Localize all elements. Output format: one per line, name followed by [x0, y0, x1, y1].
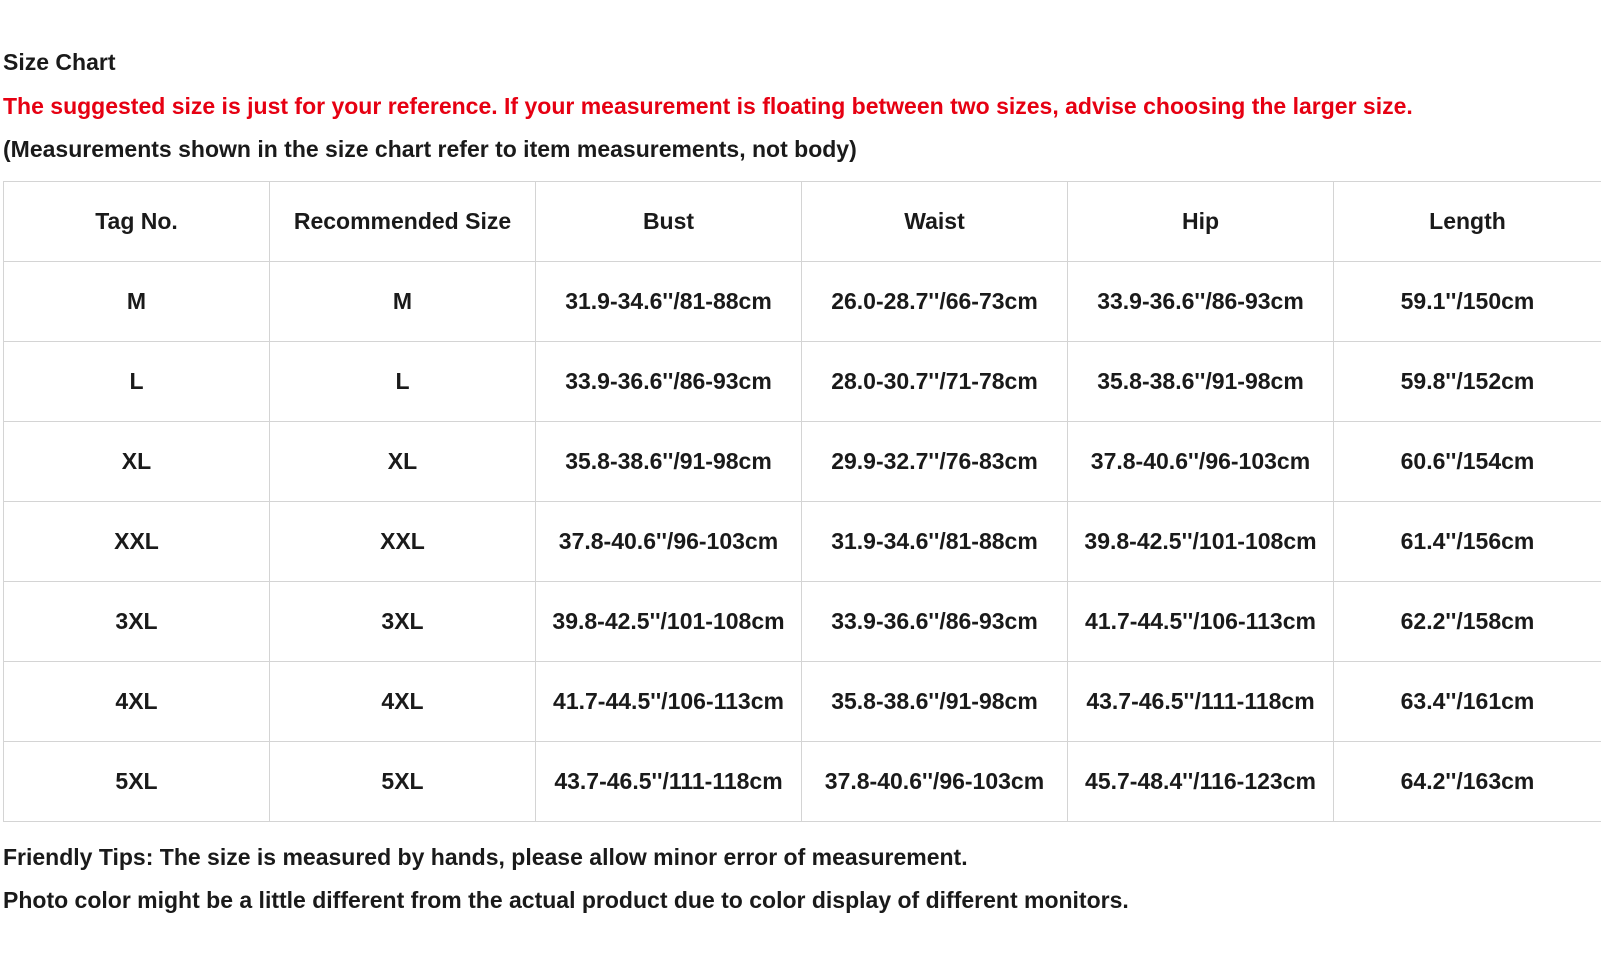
- table-row: [4, 262, 1601, 342]
- cell-bust: 31.9-34.6''/81-88cm: [536, 262, 802, 342]
- cell-length: 60.6''/154cm: [1334, 422, 1601, 502]
- header-bust: Bust: [536, 182, 802, 262]
- cell-waist: 26.0-28.7''/66-73cm: [802, 262, 1068, 342]
- cell-hip: 45.7-48.4''/116-123cm: [1068, 742, 1334, 822]
- measurement-note: (Measurements shown in the size chart refer to item measurements, not body): [3, 136, 857, 162]
- cell-tag-no: L: [4, 342, 270, 422]
- cell-recommended-size: XXL: [270, 502, 536, 582]
- cell-hip: 37.8-40.6''/96-103cm: [1068, 422, 1334, 502]
- cell-waist: 33.9-36.6''/86-93cm: [802, 582, 1068, 662]
- table-row: [4, 502, 1601, 582]
- header-recommended-size: Recommended Size: [270, 182, 536, 262]
- cell-waist: 31.9-34.6''/81-88cm: [802, 502, 1068, 582]
- cell-recommended-size: XL: [270, 422, 536, 502]
- cell-tag-no: 4XL: [4, 662, 270, 742]
- page-title: Size Chart: [3, 49, 116, 75]
- size-chart-table: [3, 181, 1601, 822]
- cell-recommended-size: L: [270, 342, 536, 422]
- cell-waist: 28.0-30.7''/71-78cm: [802, 342, 1068, 422]
- cell-waist: 37.8-40.6''/96-103cm: [802, 742, 1068, 822]
- header-tag-no: Tag No.: [4, 182, 270, 262]
- header-length: Length: [1334, 182, 1601, 262]
- cell-length: 64.2''/163cm: [1334, 742, 1601, 822]
- cell-hip: 39.8-42.5''/101-108cm: [1068, 502, 1334, 582]
- cell-length: 61.4''/156cm: [1334, 502, 1601, 582]
- cell-tag-no: M: [4, 262, 270, 342]
- header-waist: Waist: [802, 182, 1068, 262]
- cell-hip: 41.7-44.5''/106-113cm: [1068, 582, 1334, 662]
- cell-length: 59.1''/150cm: [1334, 262, 1601, 342]
- header-hip: Hip: [1068, 182, 1334, 262]
- table-row: [4, 582, 1601, 662]
- cell-tag-no: XXL: [4, 502, 270, 582]
- cell-recommended-size: M: [270, 262, 536, 342]
- cell-hip: 43.7-46.5''/111-118cm: [1068, 662, 1334, 742]
- cell-length: 63.4''/161cm: [1334, 662, 1601, 742]
- cell-recommended-size: 3XL: [270, 582, 536, 662]
- cell-hip: 33.9-36.6''/86-93cm: [1068, 262, 1334, 342]
- table-row: [4, 742, 1601, 822]
- cell-bust: 41.7-44.5''/106-113cm: [536, 662, 802, 742]
- cell-tag-no: 5XL: [4, 742, 270, 822]
- cell-tag-no: 3XL: [4, 582, 270, 662]
- table-row: [4, 662, 1601, 742]
- cell-bust: 43.7-46.5''/111-118cm: [536, 742, 802, 822]
- friendly-tips: Friendly Tips: The size is measured by hands, please allow minor error of measurement.: [3, 844, 968, 870]
- cell-recommended-size: 5XL: [270, 742, 536, 822]
- cell-tag-no: XL: [4, 422, 270, 502]
- cell-bust: 33.9-36.6''/86-93cm: [536, 342, 802, 422]
- cell-hip: 35.8-38.6''/91-98cm: [1068, 342, 1334, 422]
- cell-bust: 39.8-42.5''/101-108cm: [536, 582, 802, 662]
- cell-waist: 35.8-38.6''/91-98cm: [802, 662, 1068, 742]
- table-row: [4, 422, 1601, 502]
- table-header-row: [4, 182, 1601, 262]
- cell-length: 59.8''/152cm: [1334, 342, 1601, 422]
- cell-bust: 35.8-38.6''/91-98cm: [536, 422, 802, 502]
- cell-waist: 29.9-32.7''/76-83cm: [802, 422, 1068, 502]
- table-row: [4, 342, 1601, 422]
- size-suggestion-notice: The suggested size is just for your reference. If your measurement is floating between two sizes, advise choosing the larger size.: [3, 93, 1413, 119]
- photo-color-note: Photo color might be a little different from the actual product due to color display of different monitors.: [3, 887, 1129, 913]
- cell-bust: 37.8-40.6''/96-103cm: [536, 502, 802, 582]
- cell-recommended-size: 4XL: [270, 662, 536, 742]
- cell-length: 62.2''/158cm: [1334, 582, 1601, 662]
